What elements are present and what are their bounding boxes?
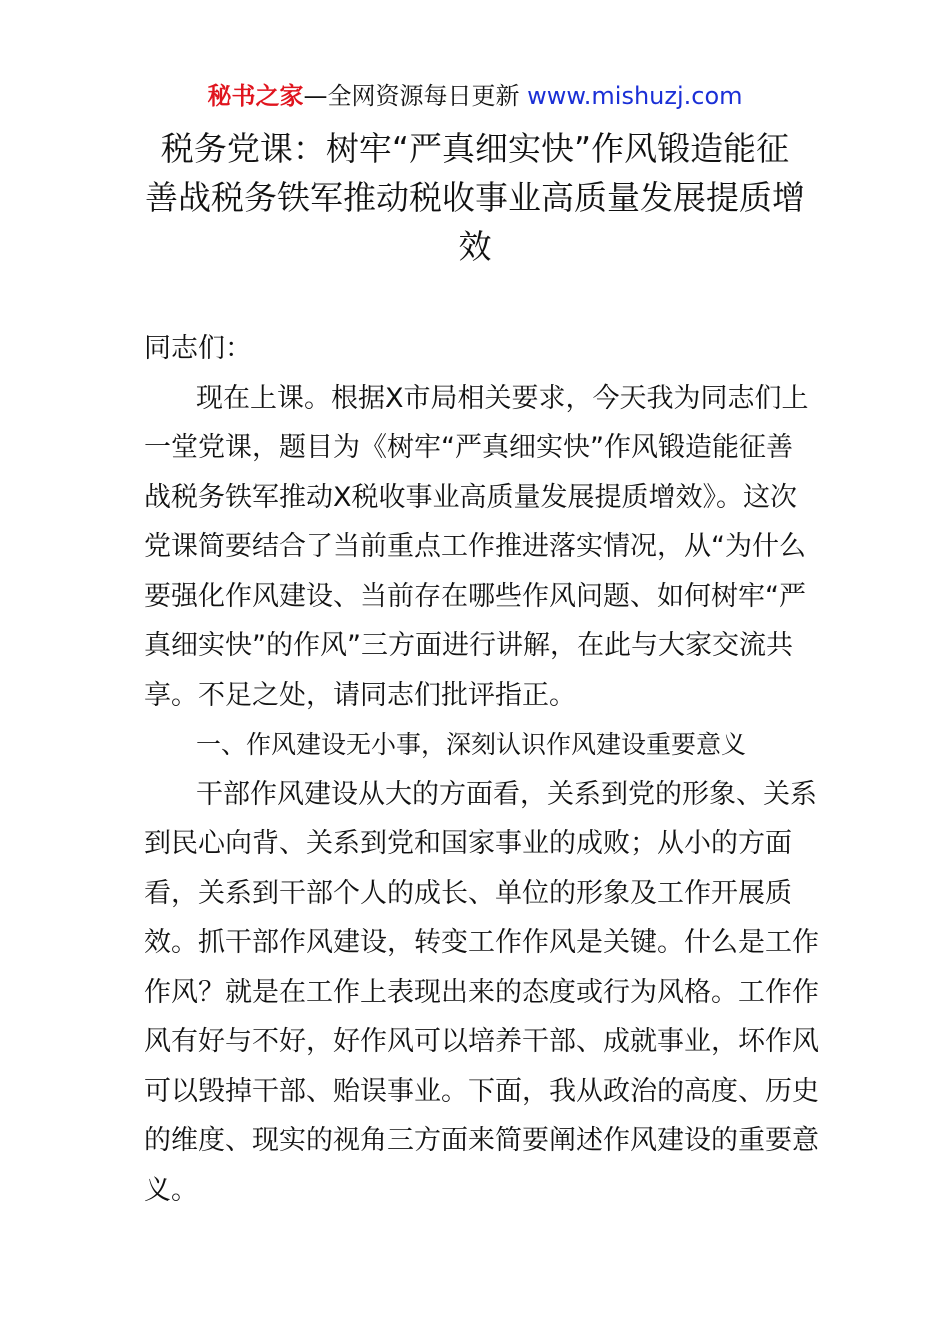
paragraph-line: 义。 <box>144 1174 198 1206</box>
paragraph-line: 效。抓干部作风建设，转变工作作风是关键。什么是工作 <box>144 927 819 958</box>
paragraph-line: 干部作风建设从大的方面看，关系到党的形象、关系 <box>196 778 817 810</box>
paragraph-line: 看，关系到干部个人的成长、单位的形象及工作开展质 <box>144 877 792 909</box>
paragraph-line: 一堂党课，题目为《树牢“严真细实快”作风锻造能征善 <box>144 432 793 463</box>
paragraph-line: 的维度、现实的视角三方面来简要阐述作风建设的重要意 <box>144 1125 819 1156</box>
salutation: 同志们： <box>144 333 252 364</box>
site-url-link[interactable]: www.mishuzj.com <box>527 82 743 110</box>
brand-name: 秘书之家 <box>207 82 304 110</box>
paragraph-line: 现在上课。根据X市局相关要求，今天我为同志们上 <box>196 382 809 414</box>
title-line: 效 <box>458 227 492 266</box>
paragraph-line: 战税务铁军推动X税收事业高质量发展提质增效》。这次 <box>144 481 797 513</box>
paragraph-line: 作风？就是在工作上表现出来的态度或行为风格。工作作 <box>144 976 819 1008</box>
title-line: 税务党课：树牢“严真细实快”作风锻造能征 <box>160 129 790 168</box>
document-body <box>144 324 819 1215</box>
paragraph-line: 享。不足之处，请同志们批评指正。 <box>144 679 576 711</box>
paragraph-line: 真细实快”的作风”三方面进行讲解，在此与大家交流共 <box>144 630 793 661</box>
paragraph-line: 党课简要结合了当前重点工作推进落实情况，从“为什么 <box>144 531 806 562</box>
paragraph-line: 可以毁掉干部、贻误事业。下面，我从政治的高度、历史 <box>144 1075 819 1107</box>
title-line: 善战税务铁军推动税收事业高质量发展提质增 <box>145 178 805 217</box>
paragraph-line: 要强化作风建设、当前存在哪些作风问题、如何树牢“严 <box>144 580 806 612</box>
section-heading: 一、作风建设无小事，深刻认识作风建设重要意义 <box>196 730 747 759</box>
paragraph-line: 风有好与不好，好作风可以培养干部、成就事业，坏作风 <box>144 1026 819 1057</box>
site-header <box>0 80 950 112</box>
header-tagline: —全网资源每日更新 <box>303 82 528 110</box>
paragraph-line: 到民心向背、关系到党和国家事业的成败；从小的方面 <box>144 828 792 859</box>
document-title <box>140 124 810 271</box>
